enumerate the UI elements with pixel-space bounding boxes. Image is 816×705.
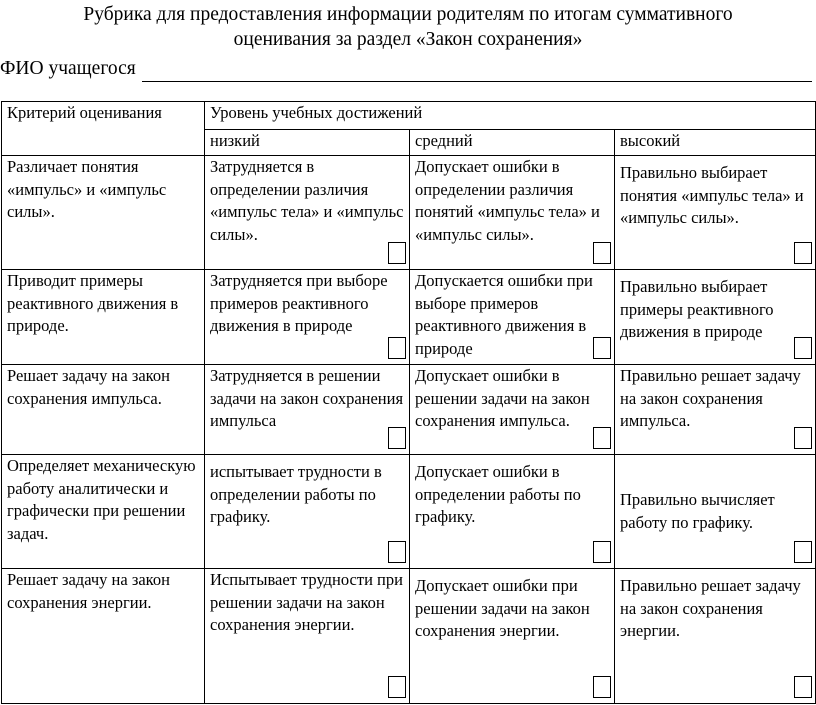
- high-level-cell: [615, 156, 816, 270]
- checkbox[interactable]: [388, 242, 406, 264]
- checkbox[interactable]: [593, 427, 611, 449]
- checkbox[interactable]: [593, 541, 611, 563]
- mid-level-text: Допускает ошибки при решении задачи на закон сохранения энергии.: [415, 576, 590, 640]
- low-level-cell: [205, 365, 410, 455]
- low-level-cell: [205, 569, 410, 704]
- mid-level-text: Допускает ошибки в решении задачи на закон сохранения импульса.: [415, 366, 590, 430]
- high-level-cell: [615, 569, 816, 704]
- header-row: [2, 102, 816, 130]
- table-row: [2, 455, 816, 569]
- student-name-field: [0, 56, 812, 82]
- level-mid-header: средний: [410, 130, 615, 156]
- rubric-table: [1, 101, 816, 704]
- level-low-header: низкий: [205, 130, 410, 156]
- high-level-text: Правильно выбирает понятия «импульс тела» и «импульс силы».: [620, 163, 804, 227]
- mid-level-text: Допускает ошибки в определении работы по графику.: [415, 462, 581, 526]
- high-level-text: Правильно решает задачу на закон сохранения энергии.: [620, 576, 801, 640]
- checkbox[interactable]: [593, 337, 611, 359]
- low-level-text: Затрудняется в решении задачи на закон сохранения импульса: [210, 366, 404, 430]
- checkbox[interactable]: [794, 337, 812, 359]
- low-level-text: Испытывает трудности при решении задачи на закон сохранения энергии.: [210, 570, 403, 634]
- fio-blank-line[interactable]: [142, 61, 812, 82]
- checkbox[interactable]: [388, 541, 406, 563]
- checkbox[interactable]: [794, 242, 812, 264]
- mid-level-cell: [410, 156, 615, 270]
- checkbox[interactable]: [593, 676, 611, 698]
- checkbox[interactable]: [593, 242, 611, 264]
- high-level-text: Правильно решает задачу на закон сохранения импульса.: [620, 366, 801, 430]
- low-level-cell: [205, 156, 410, 270]
- checkbox[interactable]: [388, 337, 406, 359]
- criterion-cell: Различает понятия «импульс» и «импульс силы».: [2, 156, 205, 270]
- criterion-cell: Определяет механическую работу аналитически и графически при решении задач.: [2, 455, 205, 569]
- table-row: [2, 365, 816, 455]
- high-level-cell: [615, 270, 816, 365]
- criterion-cell: Приводит примеры реактивного движения в природе.: [2, 270, 205, 365]
- criterion-header: Критерий оценивания: [2, 102, 205, 156]
- title-line-2: оценивания за раздел «Закон сохранения»: [233, 29, 583, 50]
- table-row: [2, 156, 816, 270]
- table-row: [2, 569, 816, 704]
- mid-level-cell: [410, 569, 615, 704]
- mid-level-cell: [410, 270, 615, 365]
- title-line-1: Рубрика для предоставления информации родителям по итогам суммативного: [83, 4, 733, 25]
- high-level-text: Правильно выбирает примеры реактивного движения в природе: [620, 277, 774, 341]
- low-level-text: испытывает трудности в определении работы по графику.: [210, 462, 382, 526]
- low-level-text: Затрудняется в определении различия «импульс тела» и «импульс силы».: [210, 157, 404, 244]
- low-level-text: Затрудняется при выборе примеров реактивного движения в природе: [210, 271, 388, 335]
- table-row: [2, 270, 816, 365]
- high-level-cell: [615, 455, 816, 569]
- document-title: [0, 2, 816, 52]
- fio-label: ФИО учащегося: [0, 58, 136, 79]
- low-level-cell: [205, 455, 410, 569]
- criterion-cell: Решает задачу на закон сохранения импульса.: [2, 365, 205, 455]
- mid-level-text: Допускается ошибки при выборе примеров реактивного движения в природе: [415, 271, 593, 358]
- checkbox[interactable]: [794, 541, 812, 563]
- level-high-header: высокий: [615, 130, 816, 156]
- checkbox[interactable]: [388, 676, 406, 698]
- level-header: Уровень учебных достижений: [205, 102, 816, 130]
- low-level-cell: [205, 270, 410, 365]
- mid-level-cell: [410, 455, 615, 569]
- checkbox[interactable]: [794, 427, 812, 449]
- high-level-text: Правильно вычисляет работу по графику.: [620, 490, 775, 532]
- mid-level-text: Допускает ошибки в определении различия понятий «импульс тела» и «импульс силы».: [415, 157, 600, 244]
- high-level-cell: [615, 365, 816, 455]
- mid-level-cell: [410, 365, 615, 455]
- checkbox[interactable]: [388, 427, 406, 449]
- checkbox[interactable]: [794, 676, 812, 698]
- criterion-cell: Решает задачу на закон сохранения энергии.: [2, 569, 205, 704]
